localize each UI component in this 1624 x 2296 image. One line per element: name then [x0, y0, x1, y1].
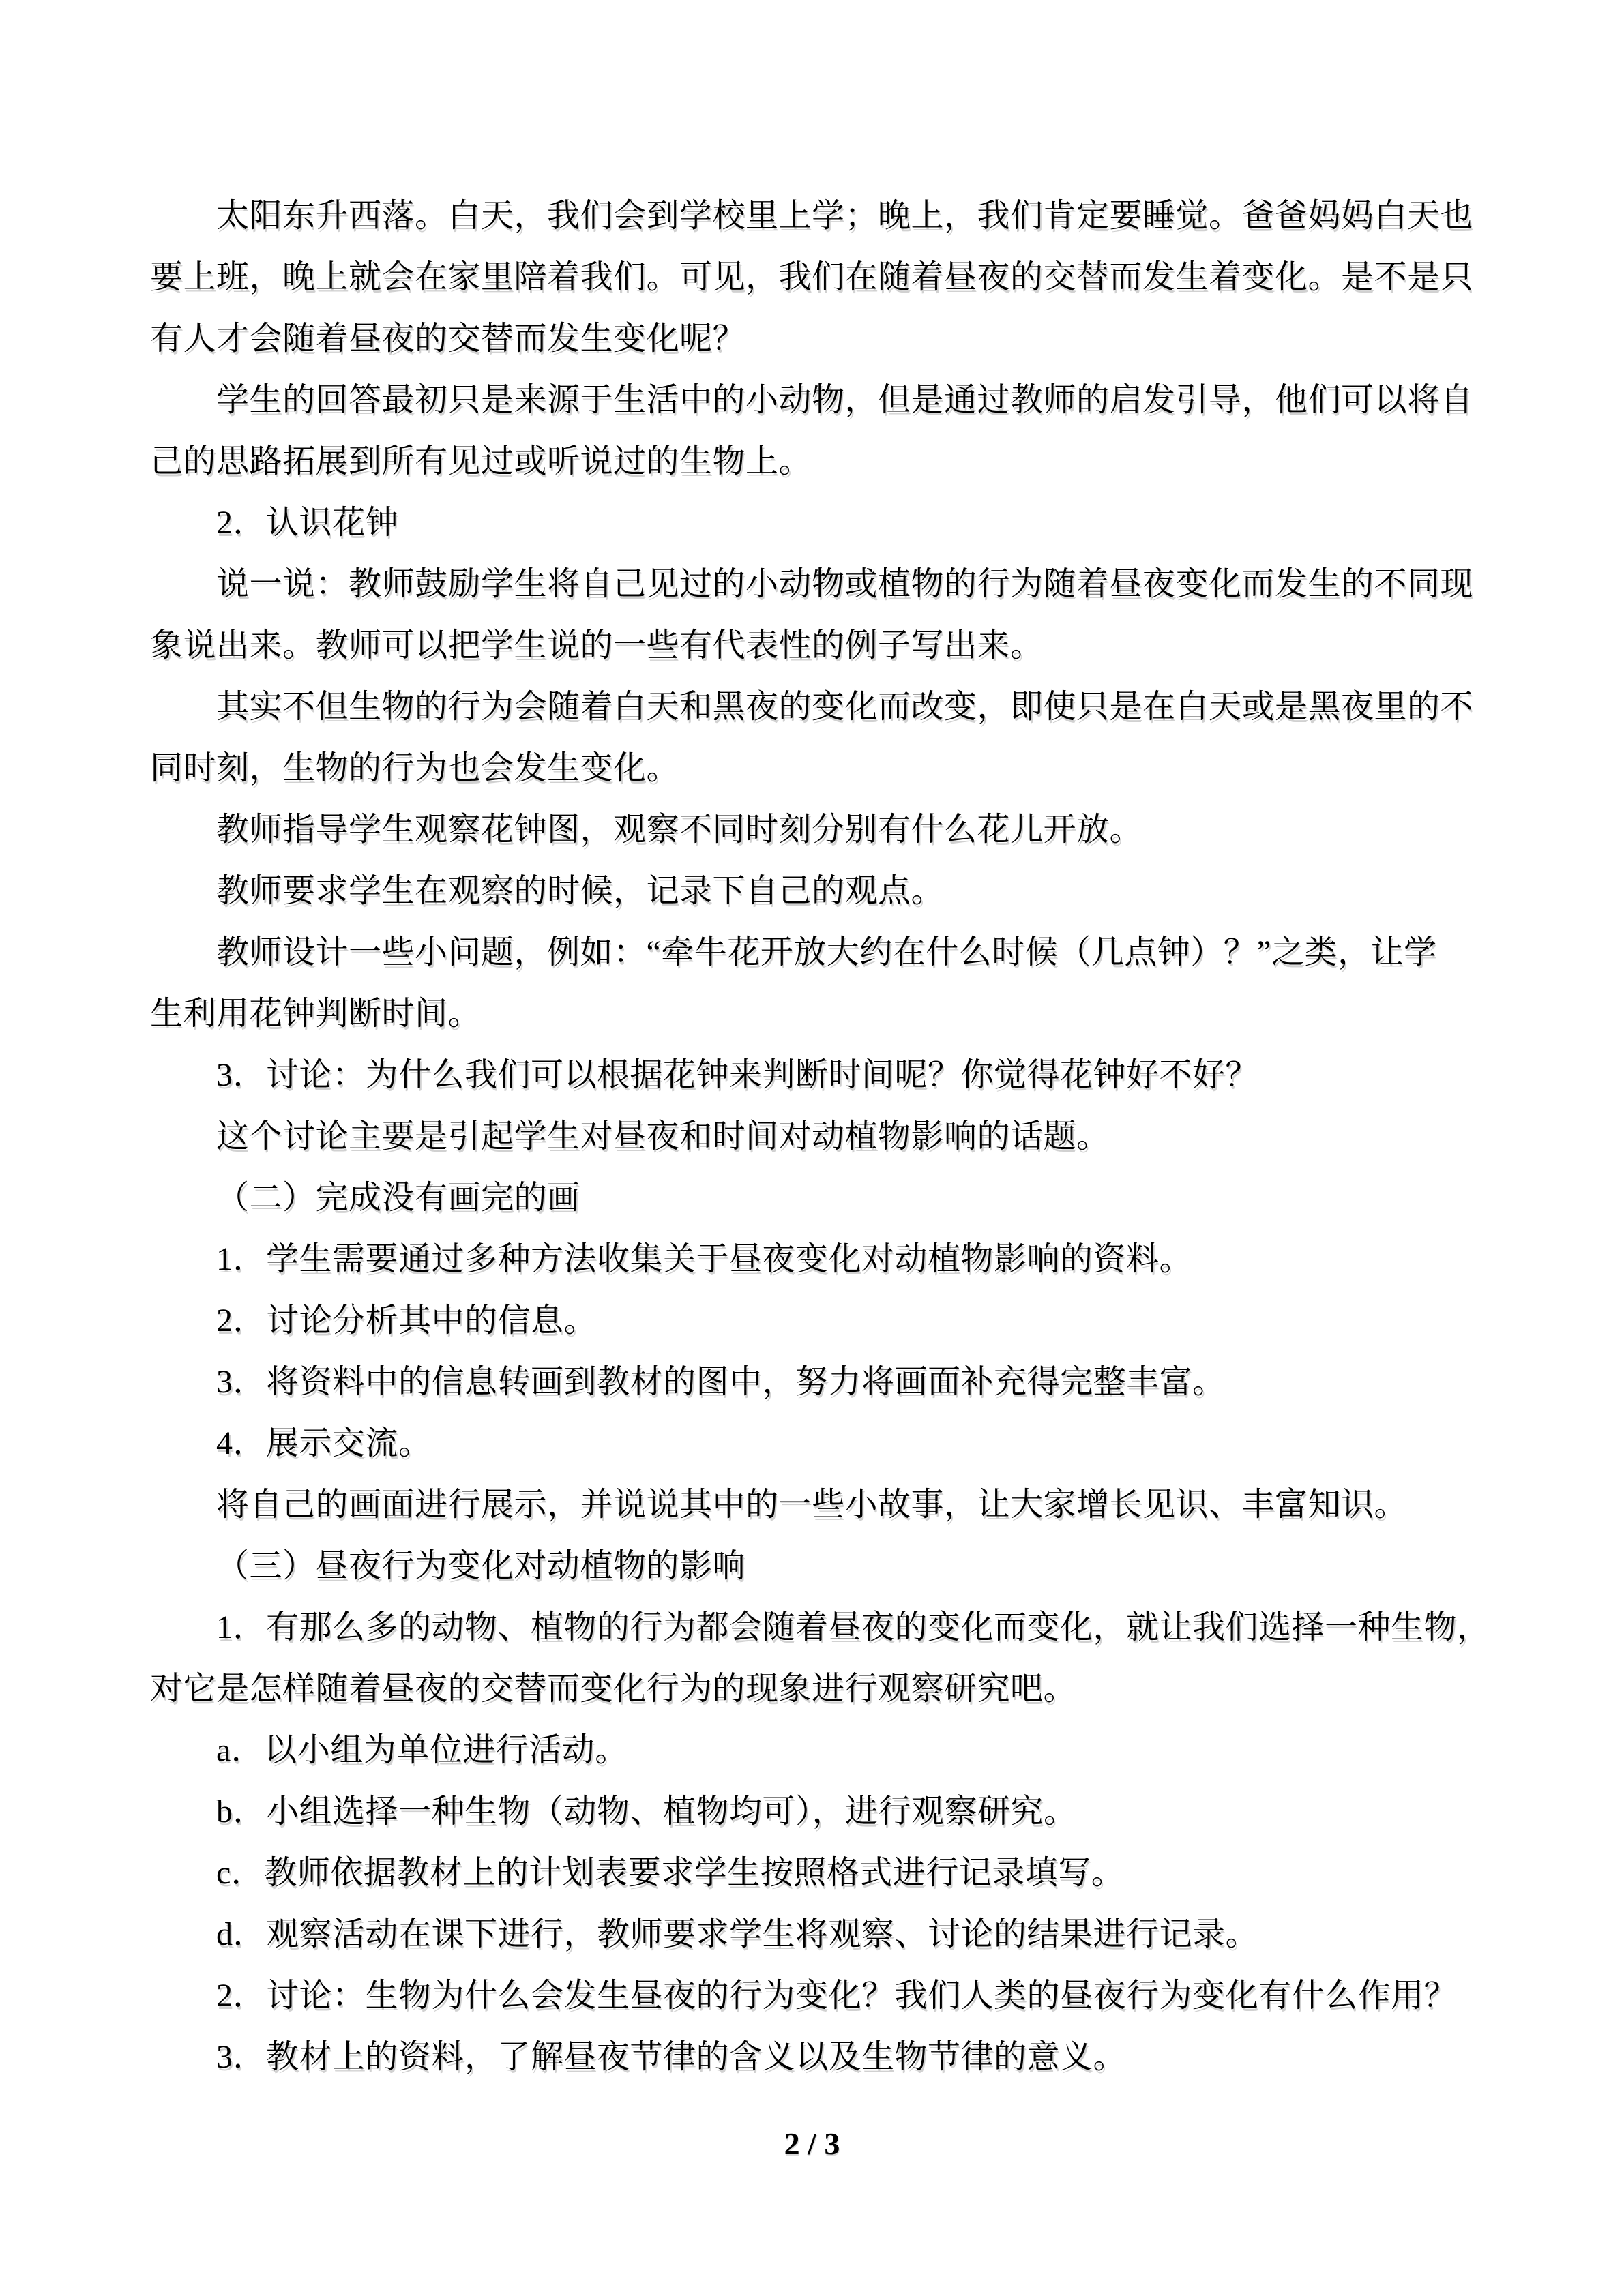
- text-line: 1．有那么多的动物、植物的行为都会随着昼夜的变化而变化，就让我们选择一种生物，: [216, 1609, 1490, 1645]
- text-line: 教师要求学生在观察的时候，记录下自己的观点。: [216, 873, 945, 909]
- page-number: 2 / 3: [784, 2126, 840, 2161]
- text-line: d．观察活动在课下进行，教师要求学生将观察、讨论的结果进行记录。: [216, 1916, 1259, 1952]
- text-line: 3．讨论：为什么我们可以根据花钟来判断时间呢？你觉得花钟好不好？: [216, 1057, 1259, 1093]
- text-line: 生利用花钟判断时间。: [150, 996, 482, 1032]
- text-line: 太阳东升西落。白天，我们会到学校里上学；晚上，我们肯定要睡觉。爸爸妈妈白天也: [216, 198, 1474, 234]
- text-line: 2．讨论：生物为什么会发生昼夜的行为变化？我们人类的昼夜行为变化有什么作用？: [216, 1978, 1458, 2014]
- text-line: 其实不但生物的行为会随着白天和黑夜的变化而改变，即使只是在白天或是黑夜里的不: [216, 689, 1474, 725]
- text-line: 说一说：教师鼓励学生将自己见过的小动物或植物的行为随着昼夜变化而发生的不同现: [216, 566, 1474, 602]
- text-line: 将自己的画面进行展示，并说说其中的一些小故事，让大家增长见识、丰富知识。: [216, 1487, 1408, 1523]
- text-line: b．小组选择一种生物（动物、植物均可），进行观察研究。: [216, 1793, 1077, 1830]
- text-line: 4．展示交流。: [216, 1425, 432, 1461]
- text-line: 学生的回答最初只是来源于生活中的小动物，但是通过教师的启发引导，他们可以将自: [216, 382, 1474, 418]
- text-line: 要上班，晚上就会在家里陪着我们。可见，我们在随着昼夜的交替而发生着变化。是不是只: [150, 259, 1474, 295]
- text-line: 2．讨论分析其中的信息。: [216, 1302, 597, 1339]
- text-line: 对它是怎样随着昼夜的交替而变化行为的现象进行观察研究吧。: [150, 1671, 1077, 1707]
- text-line: 3．将资料中的信息转画到教材的图中，努力将画面补充得完整丰富。: [216, 1364, 1226, 1400]
- text-line: 这个讨论主要是引起学生对昼夜和时间对动植物影响的话题。: [216, 1118, 1110, 1154]
- text-line: 3．教材上的资料，了解昼夜节律的含义以及生物节律的意义。: [216, 2039, 1127, 2075]
- text-line: （三）昼夜行为变化对动植物的影响: [216, 1548, 746, 1584]
- text-line: 1．学生需要通过多种方法收集关于昼夜变化对动植物影响的资料。: [216, 1241, 1193, 1277]
- text-line: 己的思路拓展到所有见过或听说过的生物上。: [150, 443, 812, 479]
- text-line: c．教师依据教材上的计划表要求学生按照格式进行记录填写。: [216, 1855, 1125, 1891]
- text-line: 象说出来。教师可以把学生说的一些有代表性的例子写出来。: [150, 627, 1044, 664]
- document-body: [150, 185, 1490, 2088]
- text-line: a．以小组为单位进行活动。: [216, 1732, 628, 1768]
- text-line: （二）完成没有画完的画: [216, 1180, 580, 1216]
- text-line: 同时刻，生物的行为也会发生变化。: [150, 750, 680, 786]
- text-line: 有人才会随着昼夜的交替而发生变化呢？: [150, 320, 746, 357]
- text-line: 教师指导学生观察花钟图，观察不同时刻分别有什么花儿开放。: [216, 811, 1143, 848]
- text-line: 2．认识花钟: [216, 505, 399, 541]
- text-line: 教师设计一些小问题，例如：“牵牛花开放大约在什么时候（几点钟）？”之类，让学: [216, 934, 1437, 970]
